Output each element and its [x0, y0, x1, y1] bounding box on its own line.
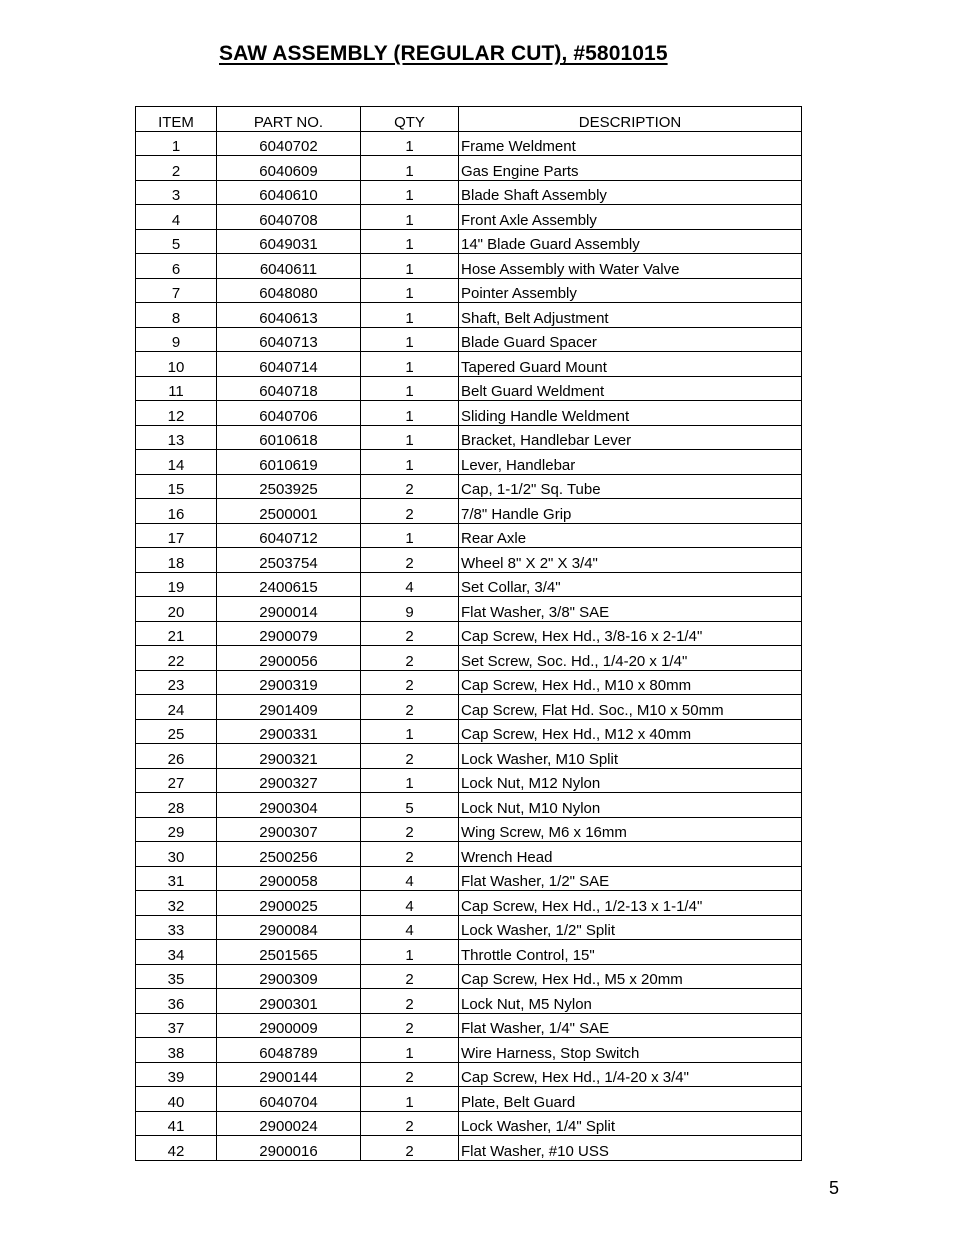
item-cell: 12 [136, 401, 217, 426]
qty-cell: 1 [361, 425, 459, 450]
qty-cell: 2 [361, 1111, 459, 1136]
qty-cell: 9 [361, 597, 459, 622]
part-no-cell: 6040702 [217, 131, 361, 156]
part-no-cell: 6040611 [217, 254, 361, 279]
qty-cell: 4 [361, 915, 459, 940]
table-row [136, 327, 802, 352]
part-no-cell: 2500256 [217, 842, 361, 867]
description-cell: Lever, Handlebar [459, 450, 802, 475]
qty-cell: 2 [361, 1062, 459, 1087]
table-row [136, 793, 802, 818]
item-cell: 17 [136, 523, 217, 548]
item-cell: 16 [136, 499, 217, 524]
table-row [136, 744, 802, 769]
item-cell: 27 [136, 768, 217, 793]
item-cell: 8 [136, 303, 217, 328]
table-header-row [136, 107, 802, 132]
item-cell: 34 [136, 940, 217, 965]
description-cell: Gas Engine Parts [459, 156, 802, 181]
item-cell: 30 [136, 842, 217, 867]
table-row [136, 719, 802, 744]
description-cell: Flat Washer, #10 USS [459, 1136, 802, 1161]
qty-cell: 4 [361, 572, 459, 597]
item-cell: 33 [136, 915, 217, 940]
item-cell: 25 [136, 719, 217, 744]
item-cell: 2 [136, 156, 217, 181]
qty-cell: 1 [361, 156, 459, 181]
item-cell: 19 [136, 572, 217, 597]
description-cell: Cap Screw, Hex Hd., M10 x 80mm [459, 670, 802, 695]
item-cell: 37 [136, 1013, 217, 1038]
part-no-cell: 2900058 [217, 866, 361, 891]
header-part-no: PART NO. [217, 107, 361, 132]
page-title: SAW ASSEMBLY (REGULAR CUT), #5801015 [219, 42, 668, 65]
description-cell: Wheel 8" X 2" X 3/4" [459, 548, 802, 573]
description-cell: Blade Shaft Assembly [459, 180, 802, 205]
table-row [136, 964, 802, 989]
item-cell: 39 [136, 1062, 217, 1087]
description-cell: Lock Washer, M10 Split [459, 744, 802, 769]
description-cell: Cap Screw, Hex Hd., M12 x 40mm [459, 719, 802, 744]
description-cell: Tapered Guard Mount [459, 352, 802, 377]
description-cell: Cap, 1-1/2" Sq. Tube [459, 474, 802, 499]
table-row [136, 229, 802, 254]
item-cell: 36 [136, 989, 217, 1014]
qty-cell: 1 [361, 352, 459, 377]
description-cell: Shaft, Belt Adjustment [459, 303, 802, 328]
qty-cell: 1 [361, 131, 459, 156]
part-no-cell: 2900321 [217, 744, 361, 769]
part-no-cell: 2900327 [217, 768, 361, 793]
part-no-cell: 2503754 [217, 548, 361, 573]
item-cell: 21 [136, 621, 217, 646]
table-row [136, 621, 802, 646]
table-row [136, 891, 802, 916]
table-row [136, 989, 802, 1014]
description-cell: Sliding Handle Weldment [459, 401, 802, 426]
description-cell: Pointer Assembly [459, 278, 802, 303]
qty-cell: 1 [361, 254, 459, 279]
item-cell: 24 [136, 695, 217, 720]
part-no-cell: 2900056 [217, 646, 361, 671]
table-row [136, 156, 802, 181]
part-no-cell: 2900309 [217, 964, 361, 989]
qty-cell: 5 [361, 793, 459, 818]
item-cell: 28 [136, 793, 217, 818]
description-cell: Cap Screw, Hex Hd., 1/4-20 x 3/4" [459, 1062, 802, 1087]
description-cell: Cap Screw, Hex Hd., 3/8-16 x 2-1/4" [459, 621, 802, 646]
part-no-cell: 2900319 [217, 670, 361, 695]
description-cell: Front Axle Assembly [459, 205, 802, 230]
part-no-cell: 2400615 [217, 572, 361, 597]
item-cell: 13 [136, 425, 217, 450]
item-cell: 1 [136, 131, 217, 156]
table-row [136, 572, 802, 597]
part-no-cell: 2900307 [217, 817, 361, 842]
qty-cell: 2 [361, 817, 459, 842]
part-no-cell: 6048080 [217, 278, 361, 303]
item-cell: 41 [136, 1111, 217, 1136]
page-number: 5 [829, 1178, 840, 1198]
qty-cell: 1 [361, 450, 459, 475]
part-no-cell: 6049031 [217, 229, 361, 254]
description-cell: Lock Washer, 1/4" Split [459, 1111, 802, 1136]
item-cell: 20 [136, 597, 217, 622]
qty-cell: 2 [361, 695, 459, 720]
qty-cell: 2 [361, 499, 459, 524]
description-cell: Flat Washer, 1/2" SAE [459, 866, 802, 891]
item-cell: 10 [136, 352, 217, 377]
item-cell: 35 [136, 964, 217, 989]
part-no-cell: 2900025 [217, 891, 361, 916]
table-row [136, 303, 802, 328]
description-cell: Flat Washer, 1/4" SAE [459, 1013, 802, 1038]
item-cell: 3 [136, 180, 217, 205]
table-row [136, 842, 802, 867]
table-row [136, 548, 802, 573]
part-no-cell: 2901409 [217, 695, 361, 720]
table-row [136, 1013, 802, 1038]
table-row [136, 180, 802, 205]
qty-cell: 1 [361, 523, 459, 548]
description-cell: Rear Axle [459, 523, 802, 548]
table-row [136, 866, 802, 891]
part-no-cell: 2900144 [217, 1062, 361, 1087]
item-cell: 40 [136, 1087, 217, 1112]
item-cell: 15 [136, 474, 217, 499]
qty-cell: 2 [361, 1136, 459, 1161]
table-row [136, 1038, 802, 1063]
item-cell: 29 [136, 817, 217, 842]
table-row [136, 499, 802, 524]
qty-cell: 2 [361, 646, 459, 671]
qty-cell: 2 [361, 842, 459, 867]
header-qty: QTY [361, 107, 459, 132]
qty-cell: 1 [361, 940, 459, 965]
table-row [136, 646, 802, 671]
item-cell: 32 [136, 891, 217, 916]
qty-cell: 1 [361, 278, 459, 303]
table-row [136, 450, 802, 475]
part-no-cell: 2900079 [217, 621, 361, 646]
table-row [136, 278, 802, 303]
item-cell: 18 [136, 548, 217, 573]
qty-cell: 2 [361, 474, 459, 499]
description-cell: Flat Washer, 3/8" SAE [459, 597, 802, 622]
qty-cell: 1 [361, 205, 459, 230]
part-no-cell: 6040613 [217, 303, 361, 328]
qty-cell: 2 [361, 989, 459, 1014]
qty-cell: 2 [361, 744, 459, 769]
table-row [136, 474, 802, 499]
item-cell: 4 [136, 205, 217, 230]
item-cell: 42 [136, 1136, 217, 1161]
table-row [136, 1136, 802, 1161]
item-cell: 5 [136, 229, 217, 254]
qty-cell: 1 [361, 229, 459, 254]
part-no-cell: 2900084 [217, 915, 361, 940]
description-cell: Hose Assembly with Water Valve [459, 254, 802, 279]
part-no-cell: 6040718 [217, 376, 361, 401]
description-cell: Lock Nut, M10 Nylon [459, 793, 802, 818]
description-cell: 14" Blade Guard Assembly [459, 229, 802, 254]
parts-table [135, 106, 802, 1161]
description-cell: Set Collar, 3/4" [459, 572, 802, 597]
part-no-cell: 2500001 [217, 499, 361, 524]
description-cell: Bracket, Handlebar Lever [459, 425, 802, 450]
part-no-cell: 6040713 [217, 327, 361, 352]
qty-cell: 1 [361, 180, 459, 205]
qty-cell: 1 [361, 719, 459, 744]
table-row [136, 205, 802, 230]
description-cell: Frame Weldment [459, 131, 802, 156]
qty-cell: 2 [361, 964, 459, 989]
item-cell: 9 [136, 327, 217, 352]
description-cell: Cap Screw, Flat Hd. Soc., M10 x 50mm [459, 695, 802, 720]
part-no-cell: 6010618 [217, 425, 361, 450]
table-row [136, 523, 802, 548]
description-cell: Blade Guard Spacer [459, 327, 802, 352]
part-no-cell: 2900016 [217, 1136, 361, 1161]
item-cell: 26 [136, 744, 217, 769]
part-no-cell: 2900301 [217, 989, 361, 1014]
table-row [136, 1111, 802, 1136]
part-no-cell: 2900014 [217, 597, 361, 622]
part-no-cell: 2900024 [217, 1111, 361, 1136]
description-cell: Cap Screw, Hex Hd., M5 x 20mm [459, 964, 802, 989]
description-cell: Lock Nut, M12 Nylon [459, 768, 802, 793]
part-no-cell: 6040704 [217, 1087, 361, 1112]
header-item: ITEM [136, 107, 217, 132]
table-row [136, 376, 802, 401]
description-cell: Set Screw, Soc. Hd., 1/4-20 x 1/4" [459, 646, 802, 671]
qty-cell: 4 [361, 891, 459, 916]
qty-cell: 2 [361, 621, 459, 646]
item-cell: 31 [136, 866, 217, 891]
table-row [136, 401, 802, 426]
part-no-cell: 2501565 [217, 940, 361, 965]
qty-cell: 2 [361, 548, 459, 573]
part-no-cell: 6040609 [217, 156, 361, 181]
part-no-cell: 2900304 [217, 793, 361, 818]
qty-cell: 1 [361, 401, 459, 426]
part-no-cell: 6040610 [217, 180, 361, 205]
description-cell: Cap Screw, Hex Hd., 1/2-13 x 1-1/4" [459, 891, 802, 916]
description-cell: Wire Harness, Stop Switch [459, 1038, 802, 1063]
table-row [136, 1062, 802, 1087]
qty-cell: 1 [361, 1087, 459, 1112]
item-cell: 22 [136, 646, 217, 671]
item-cell: 6 [136, 254, 217, 279]
description-cell: Wing Screw, M6 x 16mm [459, 817, 802, 842]
description-cell: Wrench Head [459, 842, 802, 867]
table-row [136, 817, 802, 842]
table-row [136, 670, 802, 695]
part-no-cell: 6040708 [217, 205, 361, 230]
part-no-cell: 2900331 [217, 719, 361, 744]
part-no-cell: 6040706 [217, 401, 361, 426]
table-row [136, 425, 802, 450]
part-no-cell: 6040714 [217, 352, 361, 377]
qty-cell: 1 [361, 376, 459, 401]
qty-cell: 1 [361, 303, 459, 328]
description-cell: Plate, Belt Guard [459, 1087, 802, 1112]
qty-cell: 1 [361, 768, 459, 793]
description-cell: Lock Washer, 1/2" Split [459, 915, 802, 940]
table-row [136, 131, 802, 156]
part-no-cell: 2900009 [217, 1013, 361, 1038]
qty-cell: 1 [361, 327, 459, 352]
table-row [136, 695, 802, 720]
table-row [136, 1087, 802, 1112]
table-row [136, 940, 802, 965]
parts-table-body [136, 131, 802, 1160]
table-row [136, 597, 802, 622]
part-no-cell: 6048789 [217, 1038, 361, 1063]
item-cell: 7 [136, 278, 217, 303]
qty-cell: 2 [361, 670, 459, 695]
item-cell: 38 [136, 1038, 217, 1063]
qty-cell: 2 [361, 1013, 459, 1038]
item-cell: 23 [136, 670, 217, 695]
item-cell: 14 [136, 450, 217, 475]
item-cell: 11 [136, 376, 217, 401]
part-no-cell: 6040712 [217, 523, 361, 548]
description-cell: Throttle Control, 15" [459, 940, 802, 965]
description-cell: Lock Nut, M5 Nylon [459, 989, 802, 1014]
table-row [136, 768, 802, 793]
description-cell: Belt Guard Weldment [459, 376, 802, 401]
header-description: DESCRIPTION [459, 107, 802, 132]
table-row [136, 352, 802, 377]
qty-cell: 1 [361, 1038, 459, 1063]
table-row [136, 254, 802, 279]
part-no-cell: 2503925 [217, 474, 361, 499]
table-row [136, 915, 802, 940]
description-cell: 7/8" Handle Grip [459, 499, 802, 524]
part-no-cell: 6010619 [217, 450, 361, 475]
qty-cell: 4 [361, 866, 459, 891]
